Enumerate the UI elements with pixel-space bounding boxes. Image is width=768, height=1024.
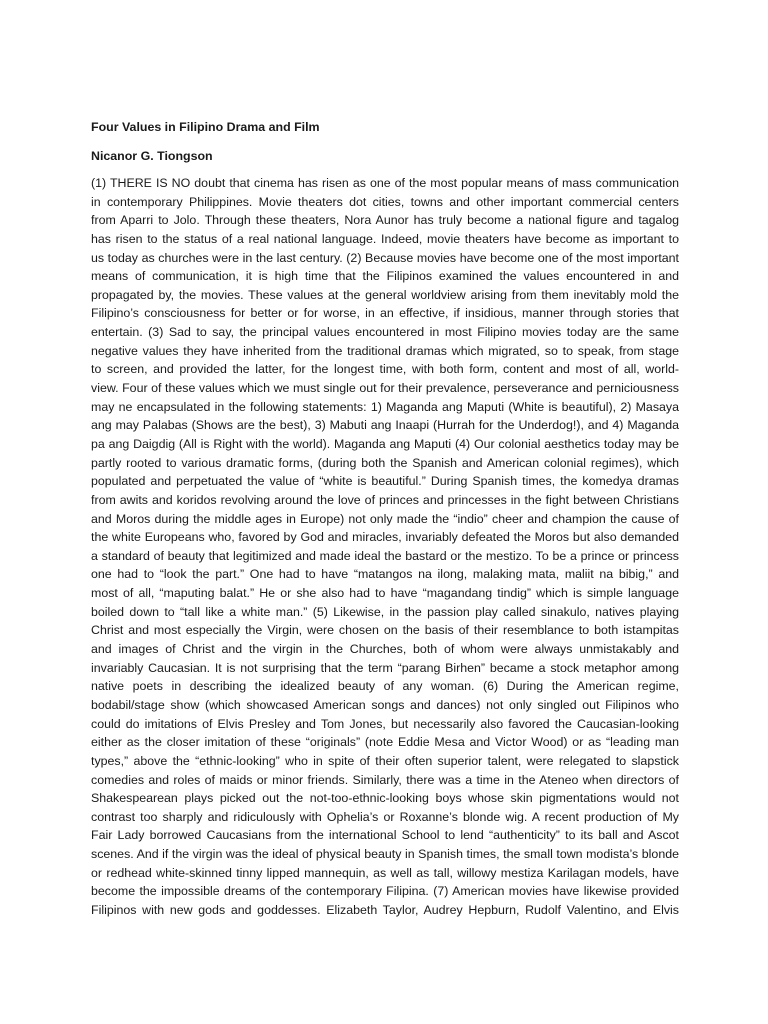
text-line: has risen to the status of a real national language. Indeed, movie theaters have become as important to (91, 231, 679, 246)
text-line: and Moros during the middle ages in Europe) not only made the “indio” cheer and champion the cause of (91, 511, 679, 526)
text-line: means of communication, it is high time that the Filipinos examined the values encountered in and (91, 269, 679, 284)
body-paragraph (91, 174, 679, 920)
text-line: Christ and most especially the Virgin, were chosen on the basis of their resemblance to both istampitas (91, 623, 679, 638)
document-title: Four Values in Filipino Drama and Film (91, 120, 320, 134)
text-line: native poets in describing the idealized beauty of any woman. (6) During the American regime, (91, 679, 679, 694)
text-line: invariably Caucasian. It is not surprising that the term “parang Birhen” became a stock metaphor among (91, 660, 679, 675)
text-line: most of all, “maputing balat.” He or she also had to have “magandang tindig” which is simple language (91, 586, 679, 601)
text-line: comedies and roles of maids or minor friends. Similarly, there was a time in the Ateneo when directors of (91, 772, 679, 787)
text-line: Shakespearean plays picked out the not-too-ethnic-looking boys whose skin pigmentations would not (91, 791, 679, 806)
text-line: partly rooted to various dramatic forms, (during both the Spanish and American colonial regimes), which (91, 455, 679, 470)
text-line: populated and perpetuated the value of “white is beautiful.” During Spanish times, the komedya dramas (91, 474, 679, 489)
text-line: entertain. (3) Sad to say, the principal values encountered in most Filipino movies today are the same (91, 325, 679, 340)
text-line: could do imitations of Elvis Presley and Tom Jones, but necessarily also favored the Caucasian-looking (91, 716, 679, 731)
text-line: from Aparri to Jolo. Through these theaters, Nora Aunor has truly become a national figure and tagalog (91, 213, 679, 228)
text-line: propagated by, the movies. These values at the general worldview arising from them inevitably mold the (91, 287, 679, 302)
text-line: (1) THERE IS NO doubt that cinema has risen as one of the most popular means of mass communication (91, 176, 679, 190)
text-line: types,” above the “ethnic-looking” who in spite of their often superior talent, were relegated to slapstick (91, 753, 679, 768)
text-line: from awits and koridos revolving around the love of princes and princesses in the fight between Christians (91, 492, 679, 507)
text-line: or redhead white-skinned tinny lipped mannequin, as well as tall, willowy mestiza Karilagan models, have (91, 865, 679, 880)
text-line: to screen, and provided the latter, for the longest time, with both form, content and most of all, world- (91, 362, 679, 377)
text-line: become the impossible dreams of the contemporary Filipina. (7) American movies have likewise provided (91, 884, 679, 899)
text-line: may ne encapsulated in the following statements: 1) Maganda ang Maputi (White is beautiful), 2) Masaya (91, 399, 679, 414)
text-line: Filipinos with new gods and goddesses. Elizabeth Taylor, Audrey Hepburn, Rudolf Valentino, and Elvis (91, 902, 679, 917)
text-line: us today as churches were in the last century. (2) Because movies have become one of the most important (91, 250, 679, 265)
text-line: ang may Palabas (Shows are the best), 3) Mabuti ang Inaapi (Hurrah for the Underdog!), and 4) Maganda (91, 418, 679, 433)
text-line: contrast too sharply and ridiculously with Ophelia’s or Roxanne’s blonde wig. A recent production of My (91, 809, 679, 824)
text-line: bodabil/stage show (which showcased American songs and dances) not only singled out Filipinos who (91, 697, 679, 712)
text-line: pa ang Daigdig (All is Right with the world). Maganda ang Maputi (4) Our colonial aesthetics today may be (91, 436, 679, 451)
document-page (91, 118, 679, 920)
text-line: negative values they have inherited from the traditional dramas which migrated, so to speak, from stage (91, 343, 679, 358)
text-line: Filipino’s consciousness for better or for worse, in an effective, if insidious, manner through stories that (91, 306, 679, 321)
document-author: Nicanor G. Tiongson (91, 149, 213, 163)
text-line: Fair Lady borrowed Caucasians from the international School to lend “authenticity” to its ball and Ascot (91, 828, 679, 843)
text-line: boiled down to “tall like a white man.” (5) Likewise, in the passion play called sinakulo, natives playing (91, 604, 679, 619)
text-line: in contemporary Philippines. Movie theaters dot cities, towns and other important commercial centers (91, 194, 679, 209)
text-line: and images of Christ and the virgin in the Churches, both of whom were always unmistakably and (91, 642, 679, 657)
text-line: view. Four of these values which we must single out for their prevalence, perseverance and perniciousness (91, 381, 679, 396)
text-line: a standard of beauty that legitimized and made ideal the bastard or the mestizo. To be a prince or princess (91, 548, 679, 563)
text-line: one had to “look the part.” One had to have “matangos na ilong, malaking mata, maliit na bibig,” and (91, 567, 679, 582)
text-line: the white Europeans who, favored by God and miracles, invariably defeated the Moros but also demanded (91, 530, 679, 545)
text-line: either as the closer imitation of these “originals” (note Eddie Mesa and Victor Wood) or as “leading man (91, 735, 679, 750)
text-line: scenes. And if the virgin was the ideal of physical beauty in Spanish times, the small town modista’s blonde (91, 847, 679, 862)
